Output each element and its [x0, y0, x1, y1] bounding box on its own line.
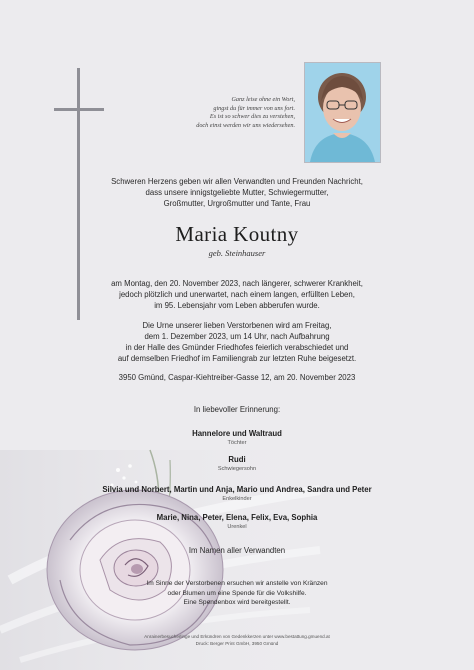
- request-line: Eine Spendenbox wird bereitgestellt.: [183, 599, 291, 606]
- portrait-photo: [304, 62, 381, 163]
- place-date: 3950 Gmünd, Caspar-Kiehtreiber-Gasse 12, am 20. November 2023: [118, 373, 356, 382]
- memory-heading: In liebevoller Erinnerung:: [193, 405, 281, 414]
- poem-line: doch einst werden wir uns wiedersehen.: [196, 121, 295, 129]
- request-line: Im Sinne der Verstorbenen ersuchen wir anstelle von Kränzen: [146, 580, 328, 587]
- relatives-note: Im Namen aller Verwandten: [188, 546, 286, 555]
- intro-line: dass unsere innigstgeliebte Mutter, Schwiegermutter,: [145, 188, 329, 197]
- funeral-line: auf demselben Friedhof im Familiengrab zur letzten Ruhe beigesetzt.: [117, 354, 357, 363]
- intro-text: [60, 176, 414, 209]
- death-line: am Montag, den 20. November 2023, nach längerer, schwerer Krankheit,: [111, 279, 363, 288]
- donation-request: [60, 579, 414, 608]
- mourner-names: Silvia und Norbert, Martin und Anja, Mario und Andrea, Sandra und Peter: [102, 485, 372, 494]
- funeral-line: in der Halle des Gmünder Friedhofes feierlich verabschiedet und: [125, 343, 349, 352]
- death-text: [60, 278, 414, 311]
- mourner-group: [60, 485, 414, 503]
- mourner-group: [60, 455, 414, 473]
- mourner-names: Hannelore und Waltraud: [192, 429, 282, 438]
- mourner-group: [60, 429, 414, 447]
- mourner-relation: Töchter: [227, 440, 247, 446]
- poem: [160, 96, 295, 130]
- intro-line: Schweren Herzens geben wir allen Verwandten und Freunden Nachricht,: [111, 177, 363, 186]
- funeral-line: dem 1. Dezember 2023, um 14 Uhr, nach Aufbahrung: [144, 332, 330, 341]
- mourner-relation: Schwiegersohn: [217, 466, 257, 472]
- portrait-illustration: [305, 63, 380, 162]
- poem-line: Es ist so schwer dies zu verstehen,: [209, 113, 295, 121]
- footer: [60, 634, 414, 647]
- footer-line: Anrainerbesucherlinge und Erkündren von Gedenkkerzen unter www.bestattung.gmuend.at: [144, 634, 330, 639]
- cross-horizontal: [54, 108, 104, 111]
- funeral-line: Die Urne unserer lieben Verstorbenen wird am Freitag,: [142, 321, 332, 330]
- poem-line: gingst du für immer von uns fort.: [213, 104, 295, 112]
- intro-line: Großmutter, Urgroßmutter und Tante, Frau: [163, 199, 311, 208]
- mourner-relation: Urenkel: [227, 524, 247, 530]
- mourner-relation: Enkelkinder: [222, 496, 252, 502]
- mourner-names: Rudi: [228, 455, 246, 464]
- maiden-name: geb. Steinhauser: [208, 248, 266, 258]
- poem-line: Ganz leise ohne ein Wort,: [231, 96, 295, 103]
- request-line: oder Blumen um eine Spende für die Volkshilfe.: [167, 589, 307, 597]
- footer-line: Druck: Berger Print GmbH, 3950 Gmünd: [195, 640, 279, 646]
- deceased-name: Maria Koutny: [175, 222, 299, 246]
- mourner-names: Marie, Nina, Peter, Elena, Felix, Eva, Sophia: [156, 513, 318, 522]
- funeral-text: [60, 320, 414, 364]
- mourner-group: [60, 513, 414, 531]
- death-line: jedoch plötzlich und unerwartet, nach einem langen, erfüllten Leben,: [119, 290, 355, 299]
- death-line: im 95. Lebensjahr vom Leben abberufen wurde.: [154, 301, 320, 310]
